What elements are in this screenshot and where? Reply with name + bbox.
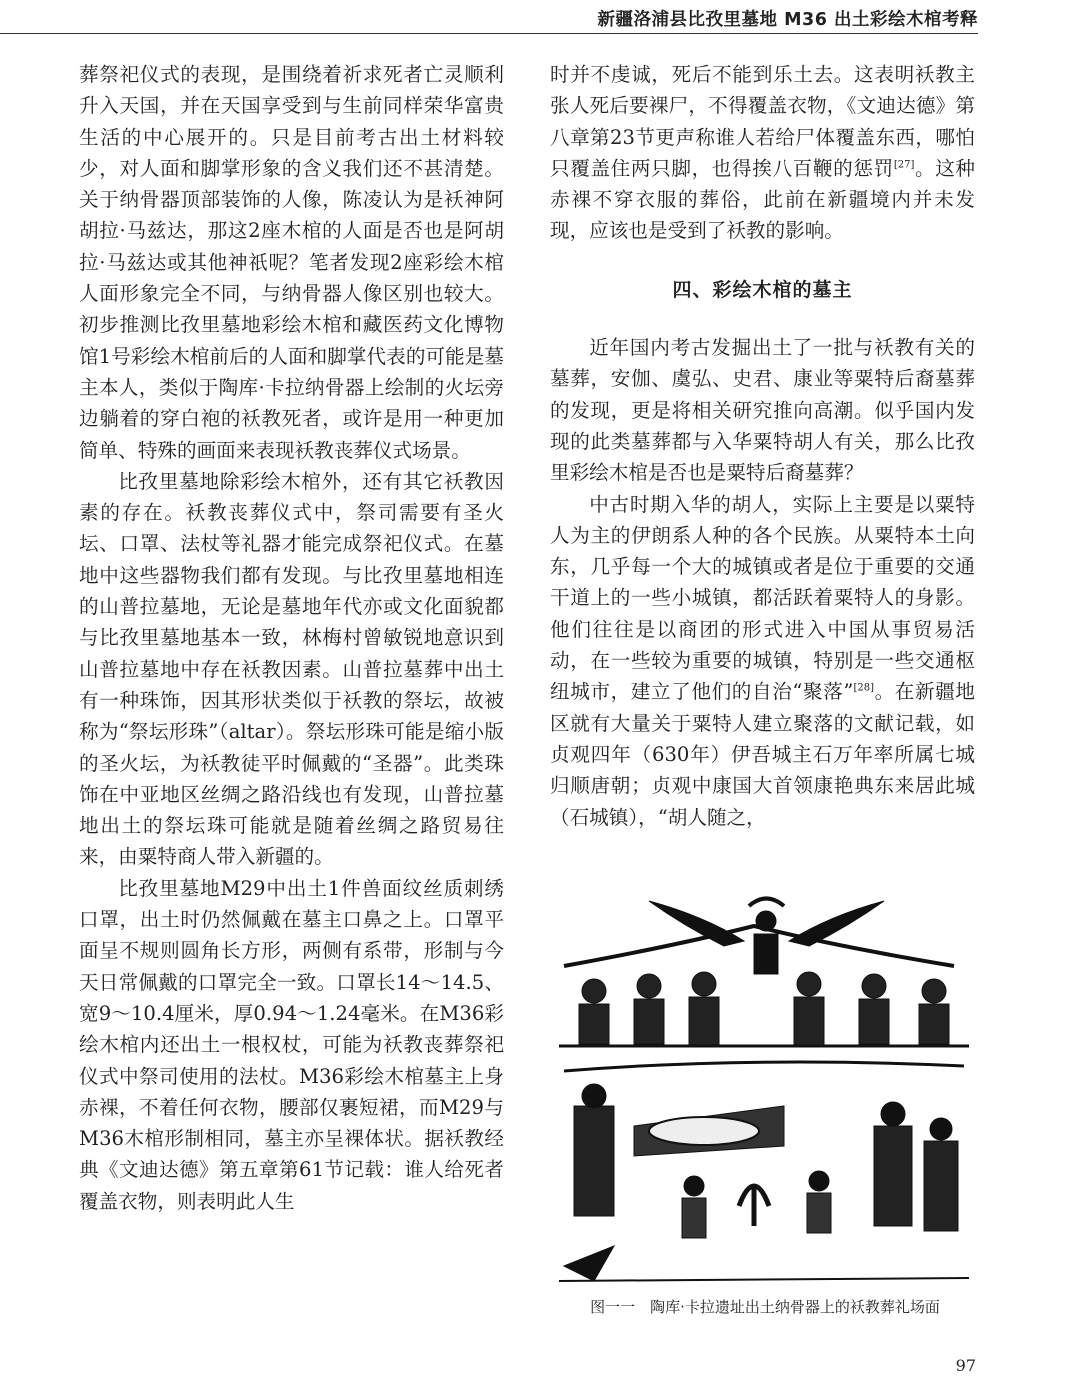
reference-27: [27] xyxy=(893,159,915,171)
page-number: 97 xyxy=(955,1356,976,1375)
left-paragraph-2: 比孜里墓地除彩绘木棺外，还有其它袄教因素的存在。袄教丧葬仪式中，祭司需要有圣火坛、口罩、法杖等礼器才能完成祭祀仪式。在墓地中这些器物我们都有发现。与比孜里墓地相连的山普拉墓地，无论是墓地年代亦或文化面貌都与比孜里墓地基本一致，林梅村曾敏锐地意识到山普拉墓地中存在袄教因素。山普拉墓葬中出土有一种珠饰，因其形状类似于袄教的祭坛，故被称为“祭坛形珠”（altar）。祭坛形珠可能是缩小版的圣火坛，为袄教徒平时佩戴的“圣器”。此类珠饰在中亚地区丝绸之路沿线也有发现，山普拉墓地出土的祭坛珠可能就是随着丝绸之路贸易往来，由粟特商人带入新疆的。 xyxy=(79,469,504,869)
running-header-title: 新疆洛浦县比孜里墓地 M36 出土彩绘木棺考释 xyxy=(597,10,978,30)
figure-caption: 图一一 陶库·卡拉遗址出土纳骨器上的袄教葬礼场面 xyxy=(590,1298,940,1316)
right-paragraph-2: 近年国内考古发掘出土了一批与袄教有关的墓葬，安伽、虞弘、史君、康业等粟特后裔墓葬的发现，更是将相关研究推向高潮。似乎国内发现的此类墓葬都与入华粟特胡人有关，那么比孜里彩绘木棺是否也是粟特后裔墓葬？ xyxy=(550,336,975,485)
lower-panel xyxy=(559,1062,969,1281)
section-heading: 四、彩绘木棺的墓主 xyxy=(672,278,853,301)
left-paragraph-3: 比孜里墓地M29中出土1件兽面纹丝质刺绣口罩，出土时仍然佩戴在墓主口鼻之上。口罩平面呈不规则圆角长方形，两侧有系带，形制与今天日常佩戴的口罩完全一致。口罩长14～14.5、宽9～10.4厘米，厚0.94～1.24毫米。在M36彩绘木棺内还出土一根权杖，可能为袄教丧葬祭祀仪式中祭司使用的法杖。M36彩绘木棺墓主上身赤裸，不着任何衣物，腰部仅裹短裙，而M29与M36木棺形制相同，墓主亦呈裸体状。据袄教经典《文迪达德》第五章第61节记载：谁人给死者覆盖衣物，则表明此人生 xyxy=(79,876,504,1213)
right-paragraph-1 xyxy=(550,59,975,247)
reference-28: [28] xyxy=(853,682,874,694)
right-paragraph-3-text-b: 。在新疆地区就有大量关于粟特人建立聚落的文献记载，如贞观四年（630年）伊吾城主石万年率所属七城归顺唐朝；贞观中康国大首领康艳典东来居此城（石城镇），“胡人随之， xyxy=(550,680,975,829)
right-paragraph-1-text-b: 。这种赤裸不穿衣服的葬俗，此前在新疆境内并未发现，应该也是受到了袄教的影响。 xyxy=(550,156,976,243)
right-paragraph-3-text-a: 中古时期入华的胡人，实际上主要是以粟特人为主的伊朗系人种的各个民族。从粟特本土向东，几乎每一个大的城镇或者是位于重要的交通干道上的一些小城镇，都活跃着粟特人的身影。他们往往是以商团的形式进入中国从事贸易活动，在一些较为重要的城镇，特别是一些交通枢纽城市，建立了他们的自治“聚落” xyxy=(550,492,975,704)
right-paragraph-1-text-a: 时并不虔诚，死后不能到乐土去。这表明袄教主张人死后要裸尸，不得覆盖衣物，《文迪达德》第八章第23节更声称谁人若给尸体覆盖东西，哪怕只覆盖住两只脚，也得挨八百鞭的惩罚 xyxy=(550,63,975,180)
right-paragraph-3 xyxy=(550,489,975,833)
left-paragraph-1: 葬祭祀仪式的表现，是围绕着祈求死者亡灵顺利升入天国，并在天国享受到与生前同样荣华富贵生活的中心展开的。只是目前考古出土材料较少，对人面和脚掌形象的含义我们还不甚清楚。关于纳骨器顶部装饰的人像，陈凌认为是袄神阿胡拉·马兹达，那这2座木棺的人面是否也是阿胡拉·马兹达或其他神祇呢？笔者发现2座彩绘木棺人面形象完全不同，与纳骨器人像区别也较大。初步推测比孜里墓地彩绘木棺和藏医药文化博物馆1号彩绘木棺前后的人面和脚掌代表的可能是墓主本人，类似于陶库·卡拉纳骨器上绘制的火坛旁边躺着的穿白袍的袄教死者，或许是用一种更加简单、特殊的画面来表现袄教丧葬仪式场景。 xyxy=(79,63,504,462)
left-column xyxy=(79,59,504,1319)
upper-panel xyxy=(559,899,969,1047)
ossuary-figure-image xyxy=(554,886,979,1286)
header-rule xyxy=(0,33,978,34)
running-header xyxy=(0,0,1080,40)
right-column xyxy=(550,59,975,833)
ossuary-illustration xyxy=(554,886,979,1286)
